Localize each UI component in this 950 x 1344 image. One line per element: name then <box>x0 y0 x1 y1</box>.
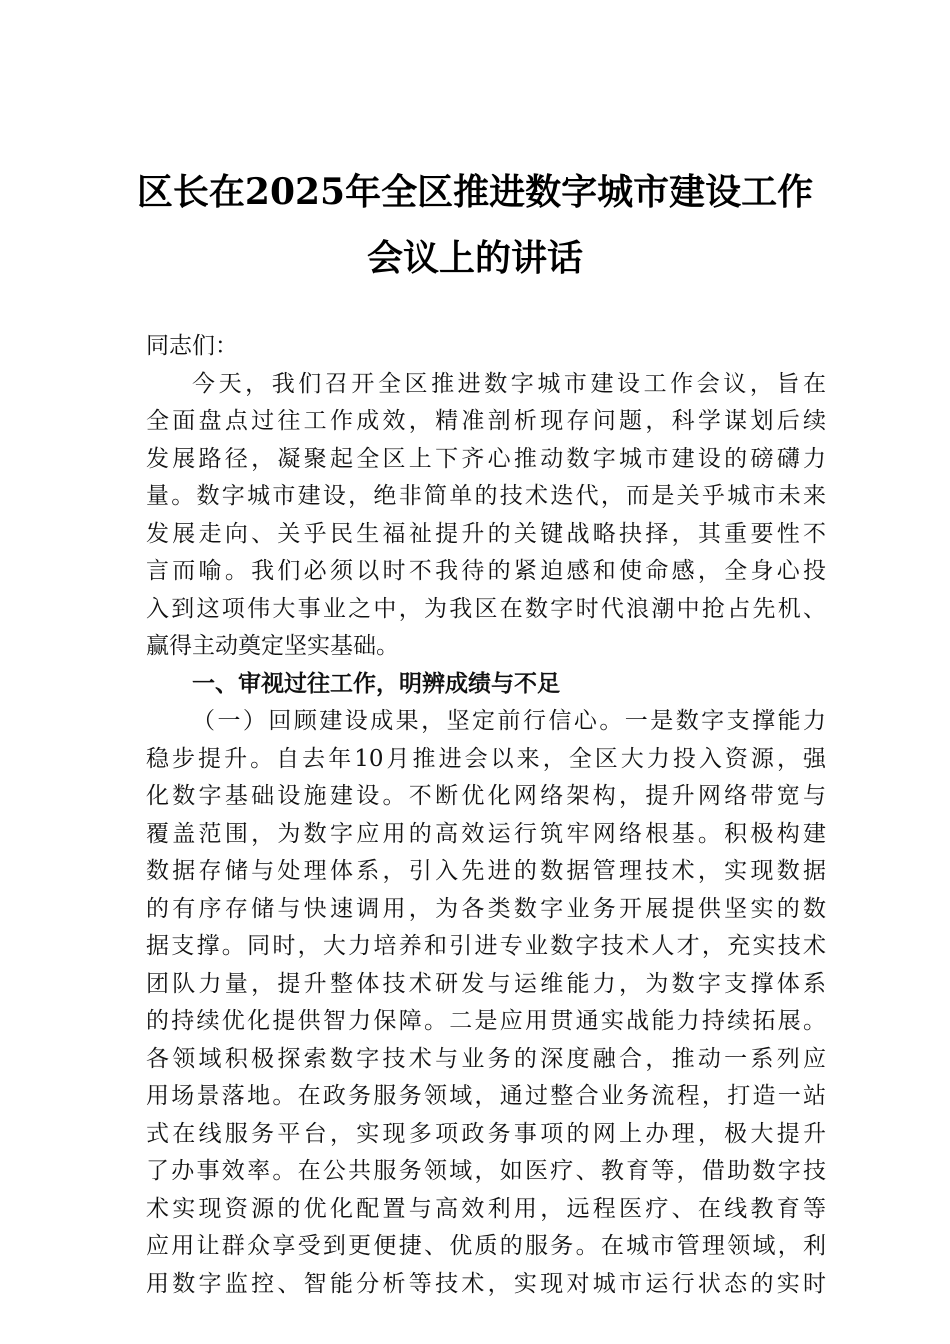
paragraph-line: 的有序存储与快速调用，为各类数字业务开展提供坚实的数 <box>146 895 826 922</box>
document-title-line-2: 会议上的讲话 <box>366 237 583 279</box>
paragraph-line: 发展走向、关乎民生福祉提升的关键战略抉择，其重要性不 <box>146 520 826 547</box>
paragraph-line: 入到这项伟大事业之中，为我区在数字时代浪潮中抢占先机、 <box>146 595 826 622</box>
document-title-line-1: 区长在2025年全区推进数字城市建设工作 <box>136 171 814 213</box>
paragraph-line: 发展路径，凝聚起全区上下齐心推动数字城市建设的磅礴力 <box>146 445 826 472</box>
paragraph-line: 今天，我们召开全区推进数字城市建设工作会议，旨在 <box>192 370 826 397</box>
paragraph-line: 化数字基础设施建设。不断优化网络架构，提升网络带宽与 <box>146 783 826 809</box>
paragraph-line: 各领域积极探索数字技术与业务的深度融合，推动一系列应 <box>146 1045 826 1072</box>
paragraph-line: 了办事效率。在公共服务领域，如医疗、教育等，借助数字技 <box>146 1158 826 1184</box>
paragraph-line: （一）回顾建设成果，坚定前行信心。一是数字支撑能力 <box>192 708 826 734</box>
paragraph-line: 用场景落地。在政务服务领域，通过整合业务流程，打造一站 <box>146 1083 826 1109</box>
paragraph-line: 数据存储与处理体系，引入先进的数据管理技术，实现数据 <box>146 858 826 884</box>
paragraph-line: 据支撑。同时，大力培养和引进专业数字技术人才，充实技术 <box>146 933 826 959</box>
paragraph-line: 应用让群众享受到更便捷、优质的服务。在城市管理领域，利 <box>146 1233 826 1259</box>
paragraph-achievements <box>146 703 826 1303</box>
salutation: 同志们： <box>146 333 238 359</box>
paragraph-line: 用数字监控、智能分析等技术，实现对城市运行状态的实时 <box>146 1270 826 1297</box>
document-body <box>146 328 826 1303</box>
paragraph-line: 式在线服务平台，实现多项政务事项的网上办理，极大提升 <box>146 1120 826 1147</box>
paragraph-line: 团队力量，提升整体技术研发与运维能力，为数字支撑体系 <box>146 970 826 997</box>
paragraph-line: 的持续优化提供智力保障。二是应用贯通实战能力持续拓展。 <box>146 1008 826 1034</box>
section-heading: 一、审视过往工作，明辨成绩与不足 <box>192 670 560 697</box>
paragraph-line: 量。数字城市建设，绝非简单的技术迭代，而是关乎城市未来 <box>146 483 826 509</box>
paragraph-line: 术实现资源的优化配置与高效利用，远程医疗、在线教育等 <box>146 1195 826 1222</box>
paragraph-line: 覆盖范围，为数字应用的高效运行筑牢网络根基。积极构建 <box>146 820 826 847</box>
paragraph-line: 赢得主动奠定坚实基础。 <box>146 633 399 659</box>
paragraph-line: 全面盘点过往工作成效，精准剖析现存问题，科学谋划后续 <box>146 408 826 434</box>
paragraph-line: 稳步提升。自去年10月推进会以来，全区大力投入资源，强 <box>146 745 826 772</box>
paragraph-line: 言而喻。我们必须以时不我待的紧迫感和使命感，全身心投 <box>146 558 826 584</box>
paragraph-intro <box>146 366 826 666</box>
